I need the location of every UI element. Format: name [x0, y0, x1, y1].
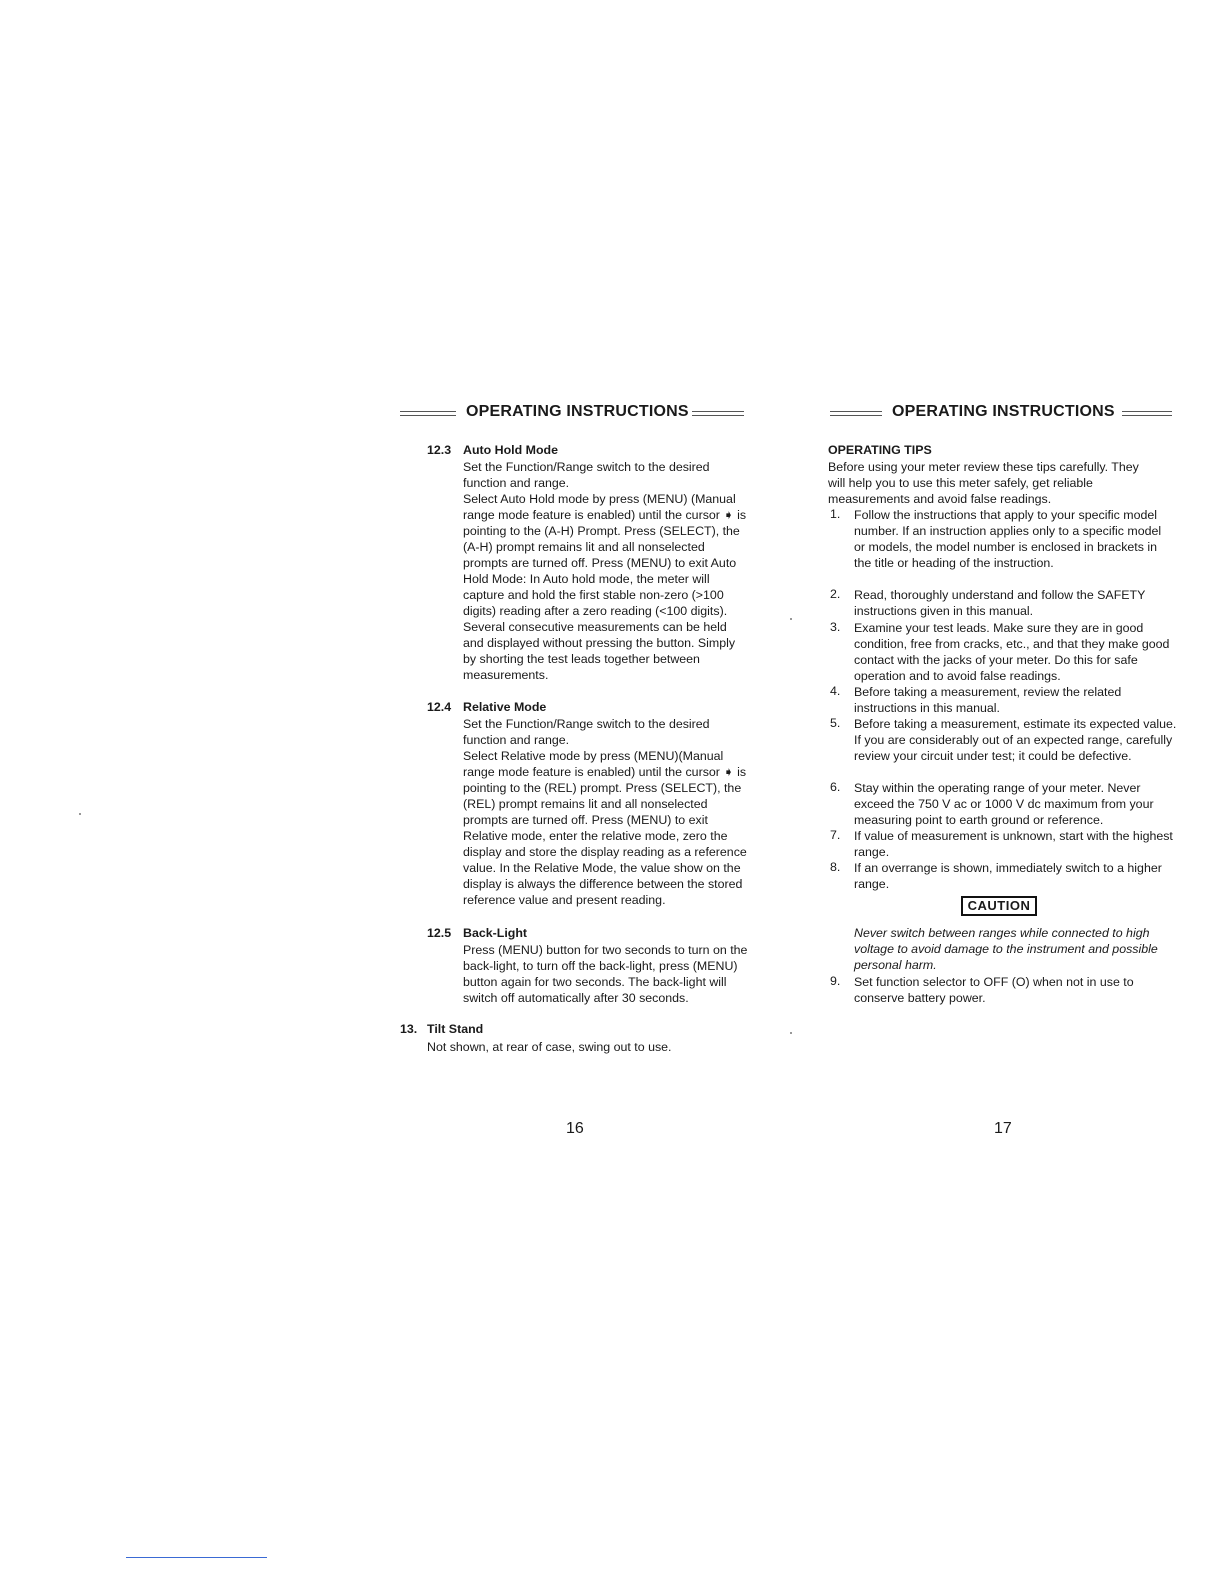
right-header-title: OPERATING INSTRUCTIONS [892, 403, 1115, 420]
tip-text: Stay within the operating range of your meter. Never exceed the 750 V ac or 1000 V dc maximum from your measuring point to earth ground or reference. [854, 781, 1154, 827]
section-number: 12.3 [427, 443, 452, 457]
scan-speck [790, 618, 792, 620]
section-paragraph: Set the Function/Range switch to the desired function and range. [463, 717, 710, 747]
section-title: Auto Hold Mode [463, 443, 558, 457]
tip-number: 3. [830, 620, 841, 634]
section-number: 12.4 [427, 700, 452, 714]
section-title: Tilt Stand [427, 1022, 484, 1036]
tips-intro: Before using your meter review these tips carefully. They will help you to use this meter safely, get reliable measurements and avoid false readings. [828, 460, 1139, 506]
tip-text: If an overrange is shown, immediately switch to a higher range. [854, 861, 1162, 891]
tip-number: 8. [830, 860, 841, 874]
section-title: Relative Mode [463, 700, 547, 714]
tip-text: Before taking a measurement, estimate its expected value. If you are considerably out of an expected range, carefully review your circuit under test; it could be defective. [854, 717, 1177, 763]
page-number: 17 [994, 1120, 1012, 1137]
tip-number: 5. [830, 716, 841, 730]
section-paragraph: Select Auto Hold mode by press (MENU) (Manual range mode feature is enabled) until the cursor ➧ is pointing to the (A-H) Prompt. Press (SELECT), the (A-H) prompt remains lit and all nonselected prompts are turned off. Press (MENU) to exit Auto Hold Mode: In Auto hold mode, the meter will capture and hold the first stable non-zero (>100 digits) reading after a zero reading (<100 digits). Several consecutive measurements can be held and displayed without pressing the button. Simply by shorting the test leads together between measurements. [463, 492, 747, 682]
tip-number: 6. [830, 780, 841, 794]
tip-text: Read, thoroughly understand and follow the SAFETY instructions given in this manual. [854, 588, 1146, 618]
tip-number: 9. [830, 974, 841, 988]
caution-label: CAUTION [961, 896, 1037, 916]
left-header-title: OPERATING INSTRUCTIONS [466, 403, 689, 420]
scan-speck [790, 1032, 792, 1034]
header-rule-left [400, 411, 456, 416]
blue-underline-artifact [126, 1557, 267, 1558]
tip-number: 4. [830, 684, 841, 698]
left-page-header [398, 400, 758, 426]
header-rule-right [1122, 411, 1172, 416]
section-paragraph: Press (MENU) button for two seconds to turn on the back-light, to turn off the back-light, press (MENU) button again for two seconds. The back-light will switch off automatically after 30 seconds. [463, 943, 748, 1005]
tip-number: 7. [830, 828, 841, 842]
page-number: 16 [566, 1120, 584, 1137]
right-page-header [828, 400, 1180, 426]
header-rule-right [692, 411, 744, 416]
section-number: 13. [400, 1022, 418, 1036]
tip-text: Examine your test leads. Make sure they are in good condition, free from cracks, etc., and that they make good contact with the jacks of your meter. Do this for safe operation and to avoid false readings. [854, 621, 1170, 683]
section-paragraph: Set the Function/Range switch to the desired function and range. [463, 460, 710, 490]
section-number: 12.5 [427, 926, 452, 940]
header-rule-left [830, 411, 882, 416]
section-title: Back-Light [463, 926, 528, 940]
tip-text: Before taking a measurement, review the related instructions in this manual. [854, 685, 1122, 715]
scan-speck [79, 813, 81, 815]
tip-text: Set function selector to OFF (O) when not in use to conserve battery power. [854, 975, 1134, 1005]
tip-number: 1. [830, 507, 841, 521]
tips-heading: OPERATING TIPS [828, 443, 932, 457]
tip-number: 2. [830, 587, 841, 601]
section-paragraph: Select Relative mode by press (MENU)(Manual range mode feature is enabled) until the cursor ➧ is pointing to the (REL) prompt. Press (SELECT), the (REL) prompt remains lit and all nonselected prompts are turned off. Press (MENU) to exit Relative mode, enter the relative mode, zero the display and store the display reading as a reference value. In the Relative Mode, the value show on the display is always the difference between the stored reference value and present reading. [463, 749, 747, 907]
caution-text: Never switch between ranges while connected to high voltage to avoid damage to the instrument and possible personal harm. [854, 926, 1158, 972]
tip-text: Follow the instructions that apply to your specific model number. If an instruction applies only to a specific model or models, the model number is enclosed in brackets in the title or heading of the instruction. [854, 508, 1162, 570]
section-paragraph: Not shown, at rear of case, swing out to use. [427, 1040, 672, 1054]
tip-text: If value of measurement is unknown, start with the highest range. [854, 829, 1173, 859]
